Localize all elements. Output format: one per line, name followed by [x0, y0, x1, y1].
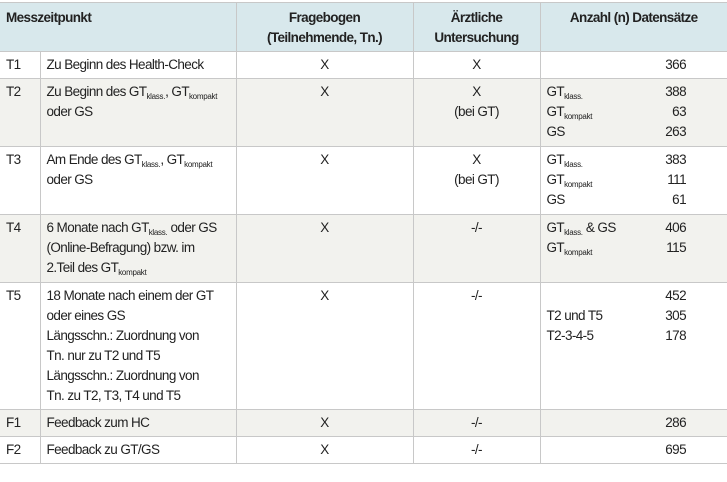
- row-id: T5: [0, 283, 40, 410]
- table-row-t5: [0, 283, 727, 410]
- count-cell: 286: [540, 410, 727, 437]
- untersuchung-cell: -/-: [413, 215, 540, 283]
- row-id: T2: [0, 79, 40, 147]
- fragebogen-cell: X: [236, 52, 413, 79]
- header-row: [0, 3, 727, 52]
- untersuchung-cell: X (bei GT): [413, 147, 540, 215]
- row-id: T4: [0, 215, 40, 283]
- header-messzeitpunkt: Messzeitpunkt: [0, 3, 236, 52]
- untersuchung-cell: -/-: [413, 437, 540, 464]
- table-row-f1: [0, 410, 727, 437]
- row-description: Am Ende des $GT_{klass.}$, $GT_{kompakt}$ oder GS: [40, 147, 236, 215]
- table-row-t1: [0, 52, 727, 79]
- row-description: 18 Monate nach einem der GT oder eines GS Längsschn.: Zuordnung von Tn. nur zu T2 und T5 Längsschn.: Zuordnung von Tn. zu T2, T3, T4 und T5: [40, 283, 236, 410]
- row-description: Zu Beginn des Health-Check: [40, 52, 236, 79]
- count-cell: $GT_{klass.}$ 383 $GT_{kompakt}$ 111 GS 61: [540, 147, 727, 215]
- table-row-f2: [0, 437, 727, 464]
- table-row-t2: [0, 79, 727, 147]
- fragebogen-cell: X: [236, 215, 413, 283]
- measurement-table: [0, 2, 727, 464]
- untersuchung-cell: -/-: [413, 283, 540, 410]
- untersuchung-cell: -/-: [413, 410, 540, 437]
- table-row-t4: [0, 215, 727, 283]
- row-description: 6 Monate nach $GT_{klass.}$ oder GS (Online-Befragung) bzw. im 2.Teil des $GT_{kompakt}$: [40, 215, 236, 283]
- row-description: Zu Beginn des $GT_{klass.}$, $GT_{kompakt}$ oder GS: [40, 79, 236, 147]
- fragebogen-cell: X: [236, 410, 413, 437]
- row-id: F2: [0, 437, 40, 464]
- table-row-t3: [0, 147, 727, 215]
- count-cell: 452 T2 und T5 305 T2-3-4-5 178: [540, 283, 727, 410]
- row-description: Feedback zum HC: [40, 410, 236, 437]
- count-cell: 695: [540, 437, 727, 464]
- header-anzahl: Anzahl (n) Datensätze: [540, 3, 727, 52]
- row-id: F1: [0, 410, 40, 437]
- untersuchung-cell: X: [413, 52, 540, 79]
- row-id: T3: [0, 147, 40, 215]
- fragebogen-cell: X: [236, 79, 413, 147]
- count-cell: $GT_{klass.}$ & GS 406 $GT_{kompakt}$ 115: [540, 215, 727, 283]
- count-cell: 366: [540, 52, 727, 79]
- header-fragebogen: Fragebogen (Teilnehmende, Tn.): [236, 3, 413, 52]
- header-untersuchung: Ärztliche Untersuchung: [413, 3, 540, 52]
- row-id: T1: [0, 52, 40, 79]
- fragebogen-cell: X: [236, 283, 413, 410]
- fragebogen-cell: X: [236, 437, 413, 464]
- row-description: Feedback zu GT/GS: [40, 437, 236, 464]
- fragebogen-cell: X: [236, 147, 413, 215]
- count-cell: $GT_{klass.}$ 388 $GT_{kompakt}$ 63 GS 263: [540, 79, 727, 147]
- untersuchung-cell: X (bei GT): [413, 79, 540, 147]
